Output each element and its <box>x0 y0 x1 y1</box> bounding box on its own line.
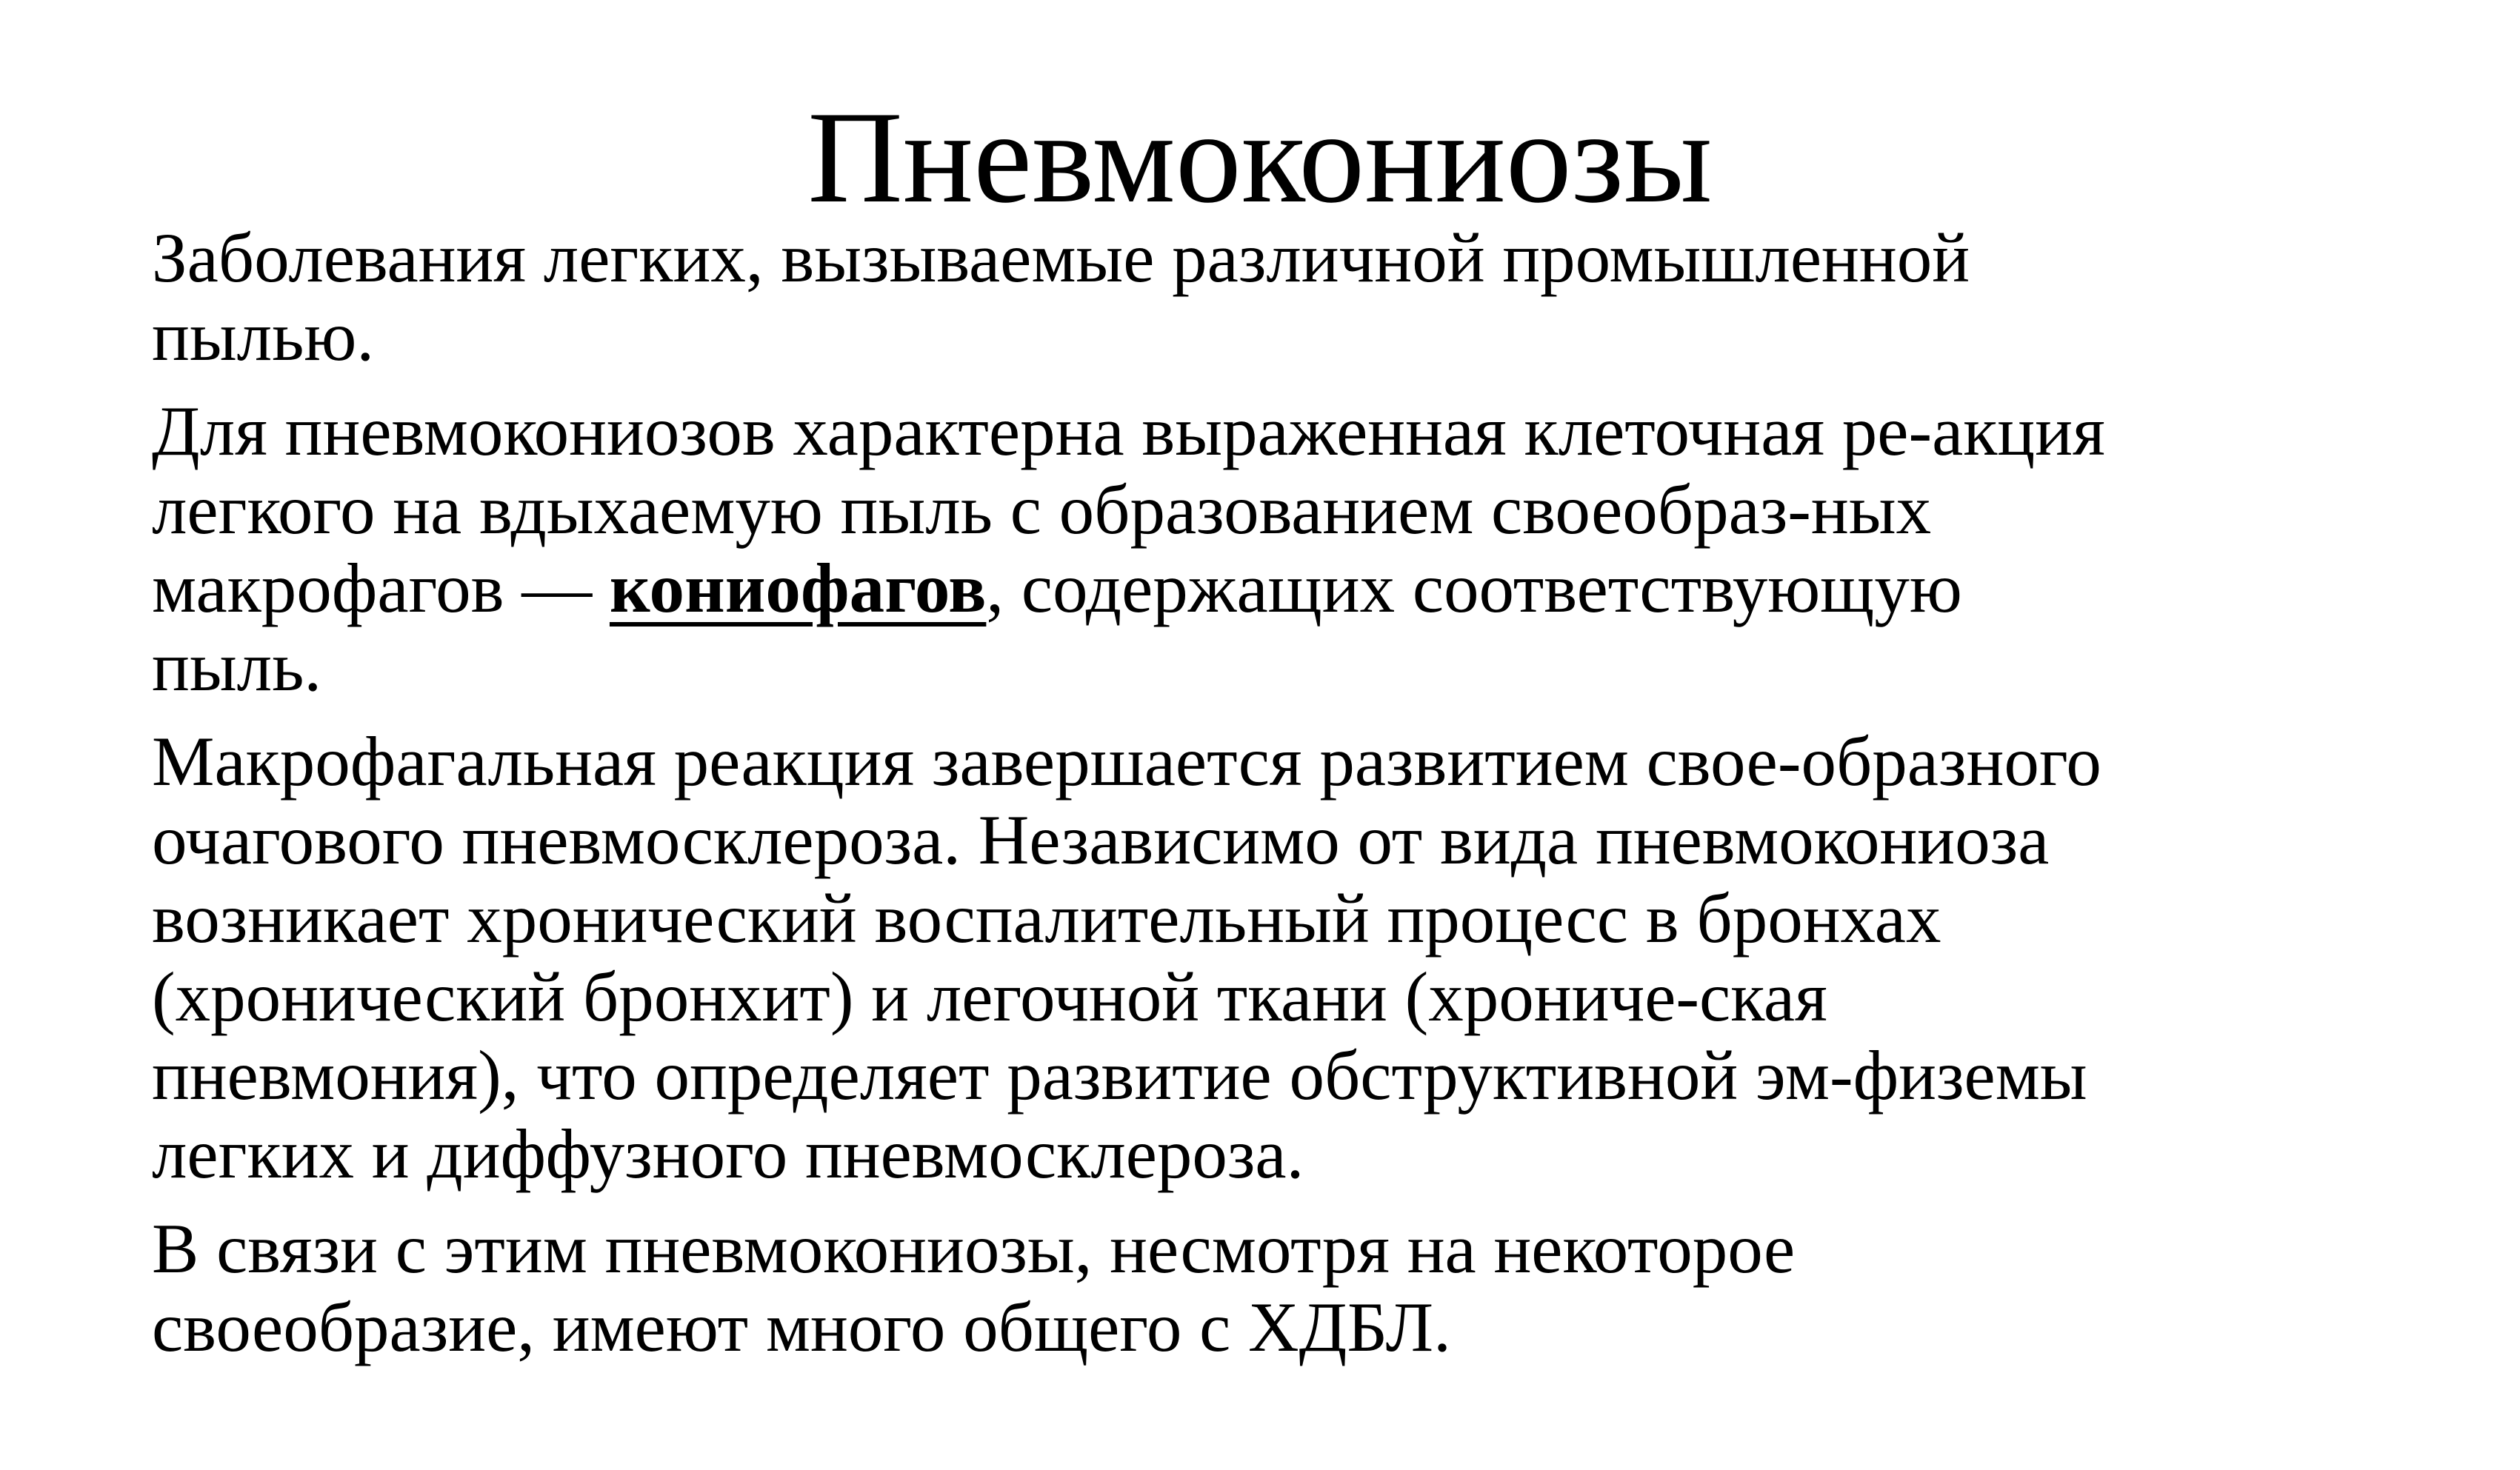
text-line: очагового пневмосклероза. Независимо от вида пневмокониоза <box>152 801 2050 879</box>
slide-title: Пневмокониозы <box>807 84 1713 230</box>
text-segment: макрофагов — <box>152 549 610 627</box>
text-line: В связи с этим пневмокониозы, несмотря на некоторое <box>152 1209 1796 1288</box>
text-line <box>152 549 2463 627</box>
text-line: пыль. <box>152 627 322 706</box>
slide-body <box>152 218 2463 1383</box>
highlighted-term: кониофагов <box>609 549 987 627</box>
text-line: возникает хронический воспалительный процесс в бронхах <box>152 879 1941 958</box>
text-segment: , содержащих соответствующую <box>986 549 1962 627</box>
text-line: легкого на вдыхаемую пыль с образованием своеобраз-ных <box>152 470 1932 549</box>
paragraph-conclusion <box>152 1209 2463 1366</box>
paragraph-macrophage-reaction <box>152 722 2463 1193</box>
text-line: Заболевания легких, вызываемые различной промышленной <box>152 218 1970 297</box>
text-line: Макрофагальная реакция завершается развитием свое-образного <box>152 722 2101 801</box>
paragraph-cell-reaction <box>152 392 2463 706</box>
text-line: пылью. <box>152 297 375 375</box>
text-line: легких и диффузного пневмосклероза. <box>152 1115 1304 1193</box>
text-line: своеобразие, имеют много общего с ХДБЛ. <box>152 1288 1451 1366</box>
text-line: (хронический бронхит) и легочной ткани (хрониче-ская <box>152 958 1827 1036</box>
paragraph-definition <box>152 218 2463 375</box>
text-line: пневмония), что определяет развитие обструктивной эм-физемы <box>152 1036 2087 1115</box>
text-line: Для пневмокониозов характерна выраженная клеточная ре-акция <box>152 392 2105 470</box>
